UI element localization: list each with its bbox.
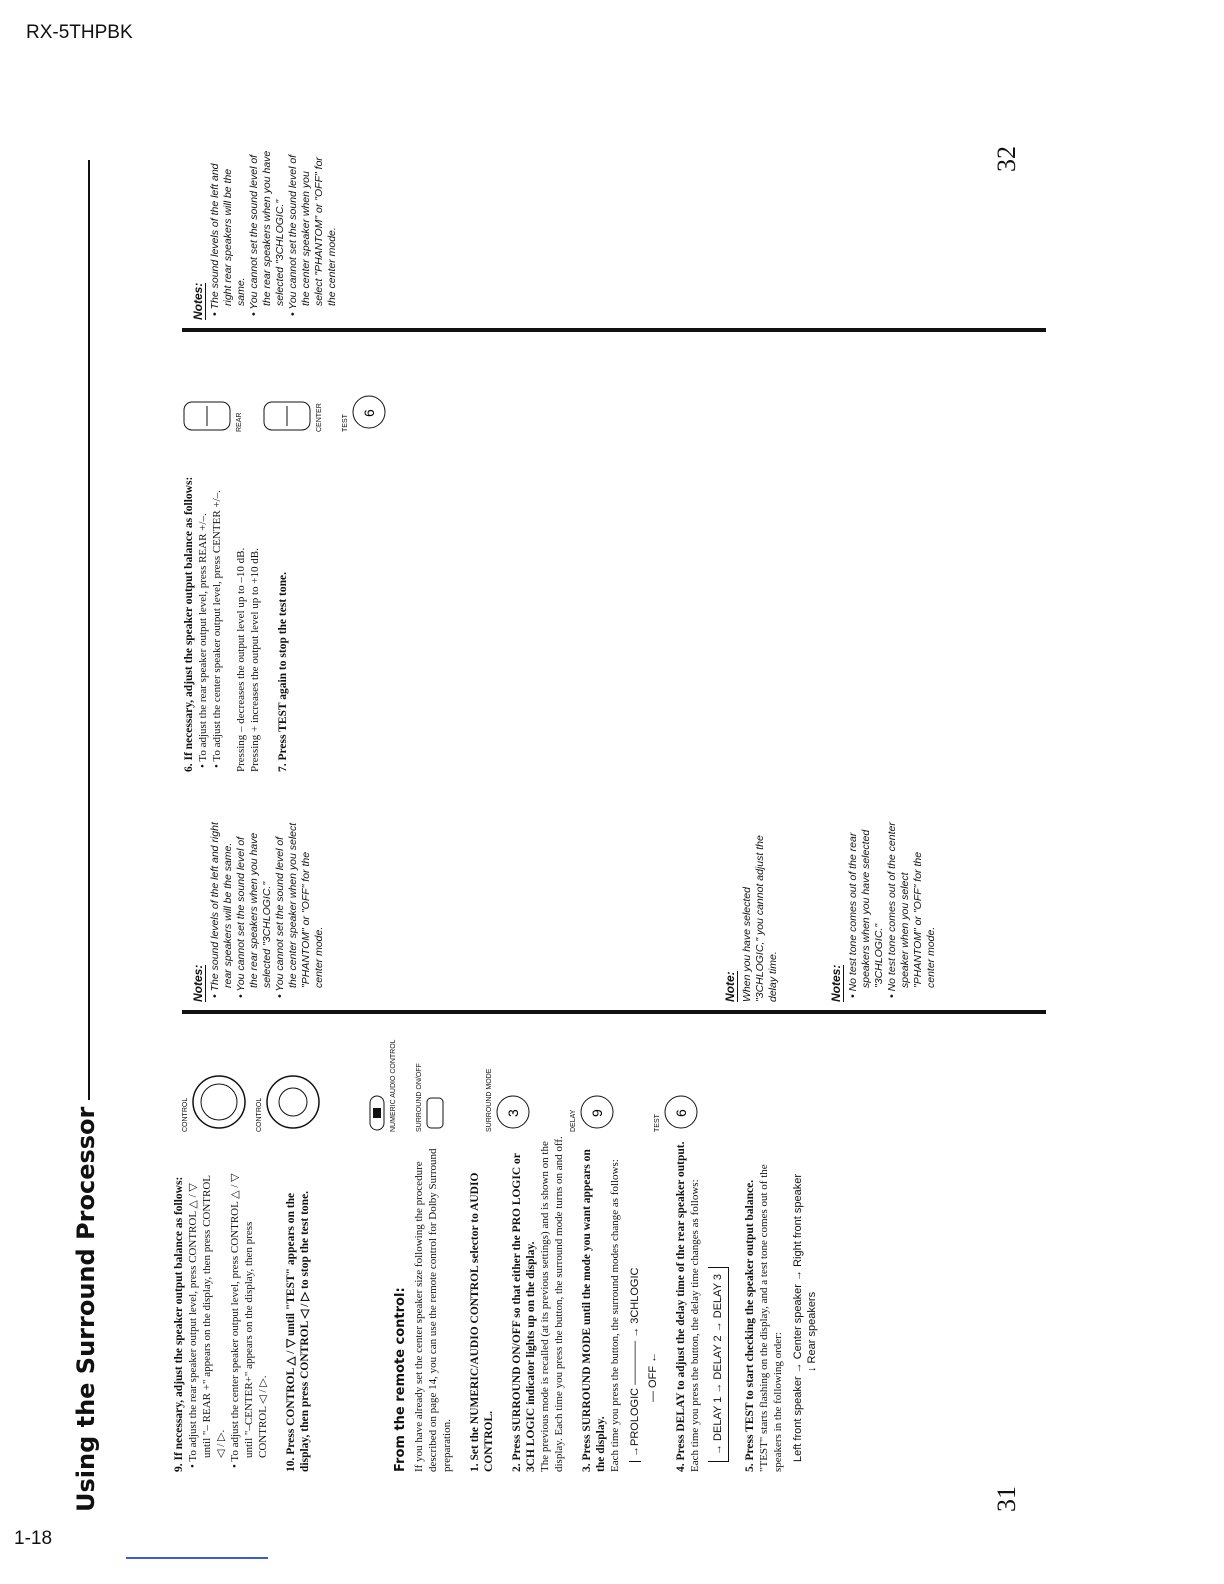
step-10: 10. Press CONTROL △ / ▽ until "TEST" appears on the display, then press CONTROL ◁ / ▷ to stop the test tone. [285, 1190, 311, 1472]
test-label-right: TEST [342, 414, 349, 432]
control-dial-2 [256, 1022, 336, 1132]
svg-text:9: 9 [589, 1109, 605, 1117]
right-notes-item: • The sound levels of the left and right rear speakers will be the same. [209, 163, 247, 316]
pressing-hand-icon [423, 1092, 449, 1132]
step-7: 7. Press TEST again to stop the test tone. [277, 572, 289, 772]
model-number: RX-5THPBK [26, 22, 133, 43]
note-2-heading: Note: [723, 971, 737, 1002]
delay-button [570, 1022, 654, 1132]
page-reference: 1-18 [14, 1528, 53, 1549]
icon-column [182, 1022, 738, 1132]
delay-label: DELAY [570, 1109, 577, 1132]
center-label: CENTER [316, 403, 323, 432]
note-2-text: When you have selected "3CHLOGIC," you cannot adjust the delay time. [741, 835, 779, 1002]
mode-prologic: PROLOGIC [629, 1387, 641, 1446]
surround-mode-button [486, 1022, 570, 1132]
right-column [182, 472, 304, 772]
remote-step-5-title: 5. Press TEST to start checking the speaker output balance. [744, 1179, 756, 1472]
surround-onoff-label: SURROUND ON/OFF [416, 1063, 423, 1132]
notes-block-3 [830, 822, 938, 1002]
step-9-title: 9. If necessary, adjust the speaker output balance as follows: [173, 1176, 185, 1472]
right-notes-item: • You cannot set the sound level of the rear speakers when you have selected "3CHLOGIC." [248, 150, 286, 316]
step-6-bullet-1: • To adjust the rear speaker output level, press REAR +/–. [197, 513, 209, 768]
remote-heading: From the remote control: [393, 1287, 408, 1472]
notes-divider-left [182, 1010, 1046, 1014]
delay-flow: → DELAY 1 → DELAY 2 → DELAY 3 [708, 1267, 729, 1462]
remote-step-3-body: Each time you press the button, the surround modes change as follows: [609, 1159, 621, 1472]
control-dial [182, 1022, 256, 1132]
control-label: CONTROL [182, 1097, 189, 1132]
remote-step-1: 1. Set the NUMERIC/AUDIO CONTROL selector to AUDIO CONTROL. [469, 1172, 495, 1472]
notes-3-item: • No test tone comes out of the center speaker when you select "PHANTOM" or "OFF" for the center mode. [886, 822, 937, 998]
svg-text:6: 6 [673, 1109, 689, 1117]
step-6-bullet-2: • To adjust the center speaker output level, press CENTER +/–. [211, 490, 223, 768]
speaker-rear: Rear speakers [806, 1291, 818, 1364]
test-label: TEST [654, 1114, 661, 1132]
remote-step-3-title: 3. Press SURROUND MODE until the mode you want appears on the display. [581, 1149, 607, 1472]
notes-divider-right [182, 328, 1046, 332]
remote-intro: If you have already set the center speaker size following the procedure described on page 14, you can use the remote control for Dolby Surround preparation. [413, 1148, 453, 1472]
notes-3-item: • No test tone comes out of the rear speakers when you have selected "3CHLOGIC." [847, 829, 885, 998]
footer-rule [126, 1557, 268, 1559]
speaker-right-front: Right front speaker [792, 1173, 804, 1267]
numeric-selector [366, 1022, 416, 1132]
right-notes-item: • You cannot set the sound level of the center speaker when you select "PHANTOM" or "OFF" for the center mode. [287, 154, 338, 316]
page-number-left: 31 [992, 1486, 1021, 1512]
delay-1: DELAY 1 [712, 1396, 724, 1441]
right-notes-heading: Notes: [191, 282, 205, 320]
notes-1-item: • You cannot set the sound level of the center speaker when you select "PHANTOM" or "OFF" for the center mode. [274, 822, 325, 998]
remote-step-2-title: 2. Press SURROUND ON/OFF so that either the PRO LOGIC or 3CH LOGIC indicator lights up on the display. [511, 1153, 537, 1472]
step-9-bullet-2: • To adjust the center speaker output level, press CONTROL △ / ▽ until "–CENTER+" appears on the display, then press CONTROL ◁ / ▷. [229, 1173, 269, 1468]
speaker-flow: Left front speaker → Center speaker → Right front speaker ↓ Rear speakers [792, 1173, 818, 1462]
svg-text:3: 3 [505, 1109, 521, 1117]
note-block-2 [724, 822, 780, 1002]
title-rule [88, 160, 90, 1100]
control-label-2: CONTROL [256, 1097, 263, 1132]
surround-mode-label: SURROUND MODE [486, 1068, 493, 1132]
rocker-button-icon [262, 398, 314, 432]
left-column-remote [382, 1132, 833, 1472]
mode-3chlogic: 3CHLOGIC [629, 1267, 641, 1324]
speaker-center: Center speaker [792, 1284, 804, 1360]
notes-1-item: • The sound levels of the left and right rear speakers will be the same. [209, 822, 234, 998]
delay-2: DELAY 2 [712, 1335, 724, 1380]
speaker-left-front: Left front speaker [792, 1376, 804, 1462]
surround-onoff-button [416, 1022, 486, 1132]
notes-3-heading: Notes: [829, 964, 843, 1002]
button-6-icon [349, 392, 389, 432]
mode-flow: →PROLOGIC ———— → 3CHLOGIC — OFF ← [628, 1132, 660, 1462]
button-3-icon [493, 1092, 533, 1132]
control-dial-2-icon [263, 1072, 323, 1132]
step-6-pressing-minus: Pressing – decreases the output level up to –10 dB. [235, 547, 247, 772]
remote-step-5-body: "TEST" starts flashing on the display, and a test tone comes out of the speakers in the following order: [758, 1164, 784, 1472]
mode-off: OFF [647, 1365, 659, 1388]
step-9-bullet-1: • To adjust the rear speaker output level, press CONTROL △ / ▽ until "– REAR +" appears on the display, then press CONTROL ◁ / ▷. [187, 1175, 227, 1468]
selector-switch-icon [366, 1092, 388, 1132]
control-dial-icon [189, 1072, 249, 1132]
notes-1-item: • You cannot set the sound level of the rear speakers when you have selected "3CHLOGIC." [235, 832, 273, 998]
page-number-right: 32 [992, 146, 1021, 172]
left-column-top [172, 1172, 326, 1472]
button-9-icon [577, 1092, 617, 1132]
svg-text:6: 6 [361, 409, 377, 417]
page-title: Using the Surround Processor [72, 1106, 100, 1512]
test-button [654, 1022, 738, 1132]
remote-step-4-title: 4. Press DELAY to adjust the delay time of the rear speaker output. [675, 1141, 687, 1472]
notes-1-heading: Notes: [191, 964, 205, 1002]
numeric-label: NUMERIC AUDIO CONTROL [390, 1039, 397, 1132]
delay-3: DELAY 3 [712, 1273, 724, 1319]
right-notes [192, 150, 339, 320]
button-6-icon [661, 1092, 701, 1132]
remote-step-4-body: Each time you press the button, the delay time changes as follows: [689, 1179, 701, 1472]
step-6-pressing-plus: Pressing + increases the output level up to +10 dB. [249, 548, 261, 772]
step-6-title: 6. If necessary, adjust the speaker output balance as follows: [183, 476, 195, 772]
rotated-page [72, 72, 1072, 1512]
rear-label: REAR [236, 412, 243, 432]
notes-block-1 [192, 822, 326, 1002]
remote-step-2-body: The previous mode is recalled (at its previous settings) and is shown on the display. Each time you press the button, the surround mode turns on and off. [539, 1136, 565, 1472]
rocker-button-icon [182, 398, 234, 432]
